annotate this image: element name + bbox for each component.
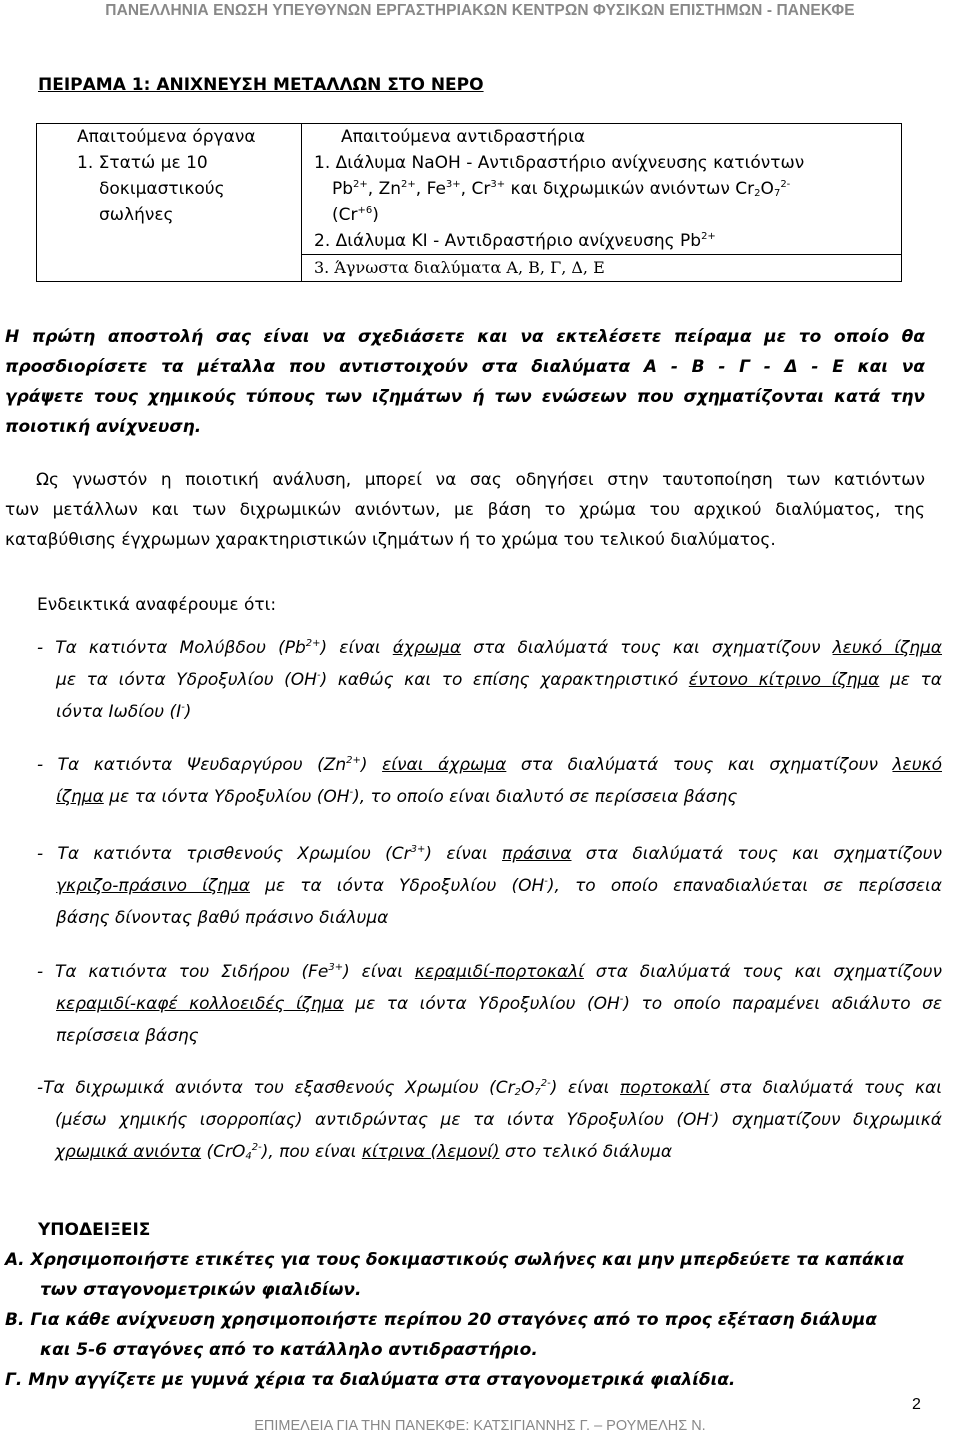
- chromium-paragraph: - Τα κατιόντα τρισθενούς Χρωμίου $(Cr^{3+})$ είναι πράσινα στα διαλύματά τους και σχηματίζουν γκριζο-πράσινο ίζημα με τα ιόντα Υδροξυλίου (OH-), το οποίο επαναδιαλύεται σε περίσσεια βάσης δίνοντας βαθύ πράσινο διάλυμα: [37, 844, 942, 928]
- intro-line: των μετάλλων και των διχρωμικών ανιόντων, με βάση το χρώμα του αρχικού διαλύματος, της: [5, 500, 925, 520]
- task-line: γράψετε τους χημικούς τύπους των ιζημάτων ή των ενώσεων που σχηματίζονται κατά την: [5, 387, 925, 407]
- hint-a: Α. Χρησιμοποιήστε ετικέτες για τους δοκιμαστικούς σωλήνες και μην μπερδεύετε τα καπάκια: [5, 1250, 905, 1270]
- indicative-label: Ενδεικτικά αναφέρουμε ότι:: [37, 595, 277, 615]
- instruments-cell: [37, 124, 302, 282]
- zinc-paragraph: - Τα κατιόντα Ψευδαργύρου $(Zn^{2+})$ είναι άχρωμα στα διαλύματά τους και σχηματίζουν λευκό ίζημα με τα ιόντα Υδροξυλίου (OH-), το οποίο είναι διαλυτό σε περίσσεια βάσης: [37, 755, 942, 807]
- intro-line: καταβύθισης έγχρωμων χαρακτηριστικών ιζημάτων ή το χρώμα του τελικού διαλύματος.: [5, 530, 776, 550]
- experiment-title: ΠΕΙΡΑΜΑ 1: ΑΝΙΧΝΕΥΣΗ ΜΕΤΑΛΛΩΝ ΣΤΟ ΝΕΡΟ: [38, 75, 484, 95]
- reagent-1-cont: $(Cr^{+6})$: [332, 205, 379, 225]
- hint-a-cont: των σταγονομετρικών φιαλιδίων.: [40, 1280, 362, 1300]
- page-number: 2: [912, 1396, 921, 1413]
- instrument-item-cont: δοκιμαστικούς σωλήνες: [99, 179, 225, 225]
- intro-paragraph: [5, 465, 925, 555]
- materials-table: [36, 123, 902, 282]
- hints-title: ΥΠΟΔΕΙΞΕΙΣ: [38, 1220, 151, 1240]
- hint-b-cont: και 5-6 σταγόνες από το κατάλληλο αντιδραστήριο.: [40, 1340, 538, 1360]
- task-line: προσδιορίσετε τα μέταλλα που αντιστοιχούν στα διαλύματα Α - Β - Γ - Δ - Ε και να: [5, 357, 925, 377]
- task-line: Η πρώτη αποστολή σας είναι να σχεδιάσετε και να εκτελέσετε πείραμα με το οποίο θα: [5, 327, 925, 347]
- intro-line: Ως γνωστόν η ποιοτική ανάλυση, μπορεί να σας οδηγήσει στην ταυτοποίηση των κατιόντων: [36, 470, 925, 490]
- page-header: ΠΑΝΕΛΛΗΝΙΑ ΕΝΩΣΗ ΥΠΕΥΘΥΝΩΝ ΕΡΓΑΣΤΗΡΙΑΚΩΝ ΚΕΝΤΡΩΝ ΦΥΣΙΚΩΝ ΕΠΙΣΤΗΜΩΝ - ΠΑΝΕΚΦΕ: [105, 2, 855, 19]
- iron-paragraph: - Τα κατιόντα του Σιδήρου $(Fe^{3+})$ είναι κεραμιδί-πορτοκαλί στα διαλύματά τους και σχηματίζουν κεραμιδί-καφέ κολλοειδές ίζημα με τα ιόντα Υδροξυλίου (OH-) το οποίο παραμένει αδιάλυτο σε περίσσεια βάσης: [37, 962, 943, 1046]
- reagent-1-ions: $Pb^{2+}$, $Zn^{2+}$, $Fe^{3+}$, $Cr^{3+}$ και διχρωμικών ανιόντων $Cr_2O_7^{2-}$: [332, 179, 791, 199]
- lead-paragraph: - Τα κατιόντα Μολύβδου $(Pb^{2+})$ είναι άχρωμα στα διαλύματά τους και σχηματίζουν λευκό ίζημα με τα ιόντα Υδροξυλίου (OH-) καθώς και το επίσης χαρακτηριστικό έντονο κίτρινο ίζημα με τα ιόντα Ιωδίου (Ι-): [37, 638, 942, 722]
- reagents-cell: [302, 124, 902, 282]
- hints-section: [5, 1215, 925, 1395]
- hint-c: Γ. Μην αγγίζετε με γυμνά χέρια τα διαλύματα στα σταγονομετρικά φιαλίδια.: [5, 1370, 736, 1390]
- instrument-item: 1. Στατώ με 10: [77, 153, 208, 173]
- reagents-header: Απαιτούμενα αντιδραστήρια: [341, 127, 586, 147]
- reagent-1: 1. Διάλυμα NaOH - Αντιδραστήριο ανίχνευσης κατιόντων: [314, 153, 805, 173]
- page-footer: ΕΠΙΜΕΛΕΙΑ ΓΙΑ ΤΗΝ ΠΑΝΕΚΦΕ: ΚΑΤΣΙΓΙΑΝΝΗΣ Γ. – ΡΟΥΜΕΛΗΣ Ν.: [254, 1418, 706, 1434]
- task-paragraph: [5, 322, 925, 442]
- reagent-2: 2. Διάλυμα KI - Αντιδραστήριο ανίχνευσης $Pb^{2+}$: [302, 228, 901, 255]
- dichromate-paragraph: -Τα διχρωμικά ανιόντα του εξασθενούς Χρωμίου $(Cr_2O_7^{2-})$ είναι πορτοκαλί στα διαλύματά τους και (μέσω χημικής ισορροπίας) αντιδρώντας με τα ιόντα Υδροξυλίου (OH-) σχηματίζουν διχρωμικά χρωμικά ανιόντα (CrO$_4^{2-}$), που είναι κίτρινα (λεμονί) στο τελικό διάλυμα: [37, 1078, 942, 1162]
- task-line: ποιοτική ανίχνευση.: [5, 417, 202, 437]
- reagent-3: 3. Άγνωστα διαλύματα Α, Β, Γ, Δ, Ε: [314, 258, 605, 277]
- hint-b: Β. Για κάθε ανίχνευση χρησιμοποιήστε περίπου 20 σταγόνες από το προς εξέταση διάλυμα: [5, 1310, 877, 1330]
- instruments-header: Απαιτούμενα όργανα: [77, 127, 256, 147]
